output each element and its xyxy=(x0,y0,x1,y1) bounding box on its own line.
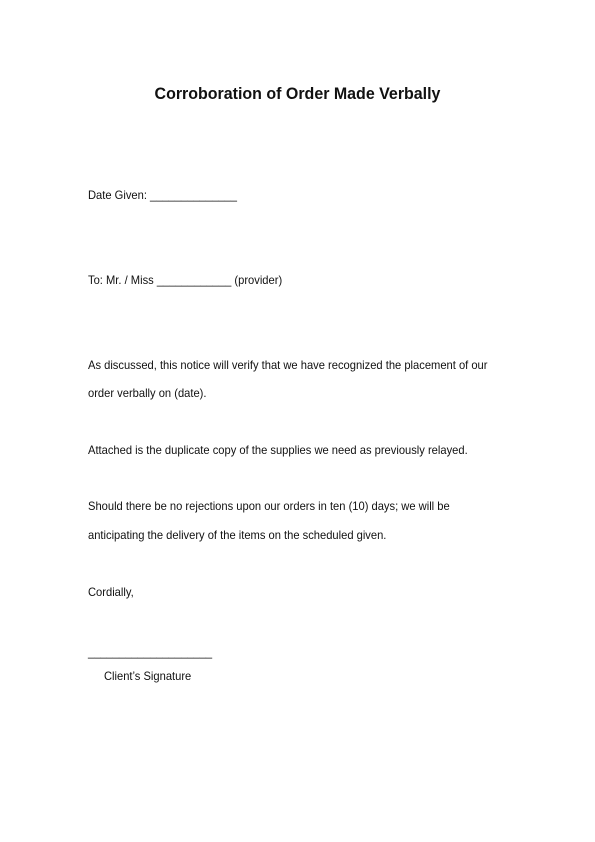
paragraph-3-line-2: anticipating the delivery of the items on the scheduled given. xyxy=(88,528,387,542)
signature-line: ____________________ xyxy=(88,645,213,659)
paragraph-1-line-1: As discussed, this notice will verify that we have recognized the placement of our xyxy=(88,358,488,372)
signature-label: Client’s Signature xyxy=(104,669,192,683)
closing-text: Cordially, xyxy=(88,585,134,599)
recipient-line: To: Mr. / Miss ____________ (provider) xyxy=(88,273,283,287)
date-given-line: Date Given: ______________ xyxy=(88,188,237,202)
document-title: Corroboration of Order Made Verbally xyxy=(154,84,441,103)
paragraph-2: Attached is the duplicate copy of the supplies we need as previously relayed. xyxy=(88,443,468,457)
paragraph-1-line-2: order verbally on (date). xyxy=(88,386,207,400)
paragraph-3-line-1: Should there be no rejections upon our orders in ten (10) days; we will be xyxy=(88,499,450,513)
